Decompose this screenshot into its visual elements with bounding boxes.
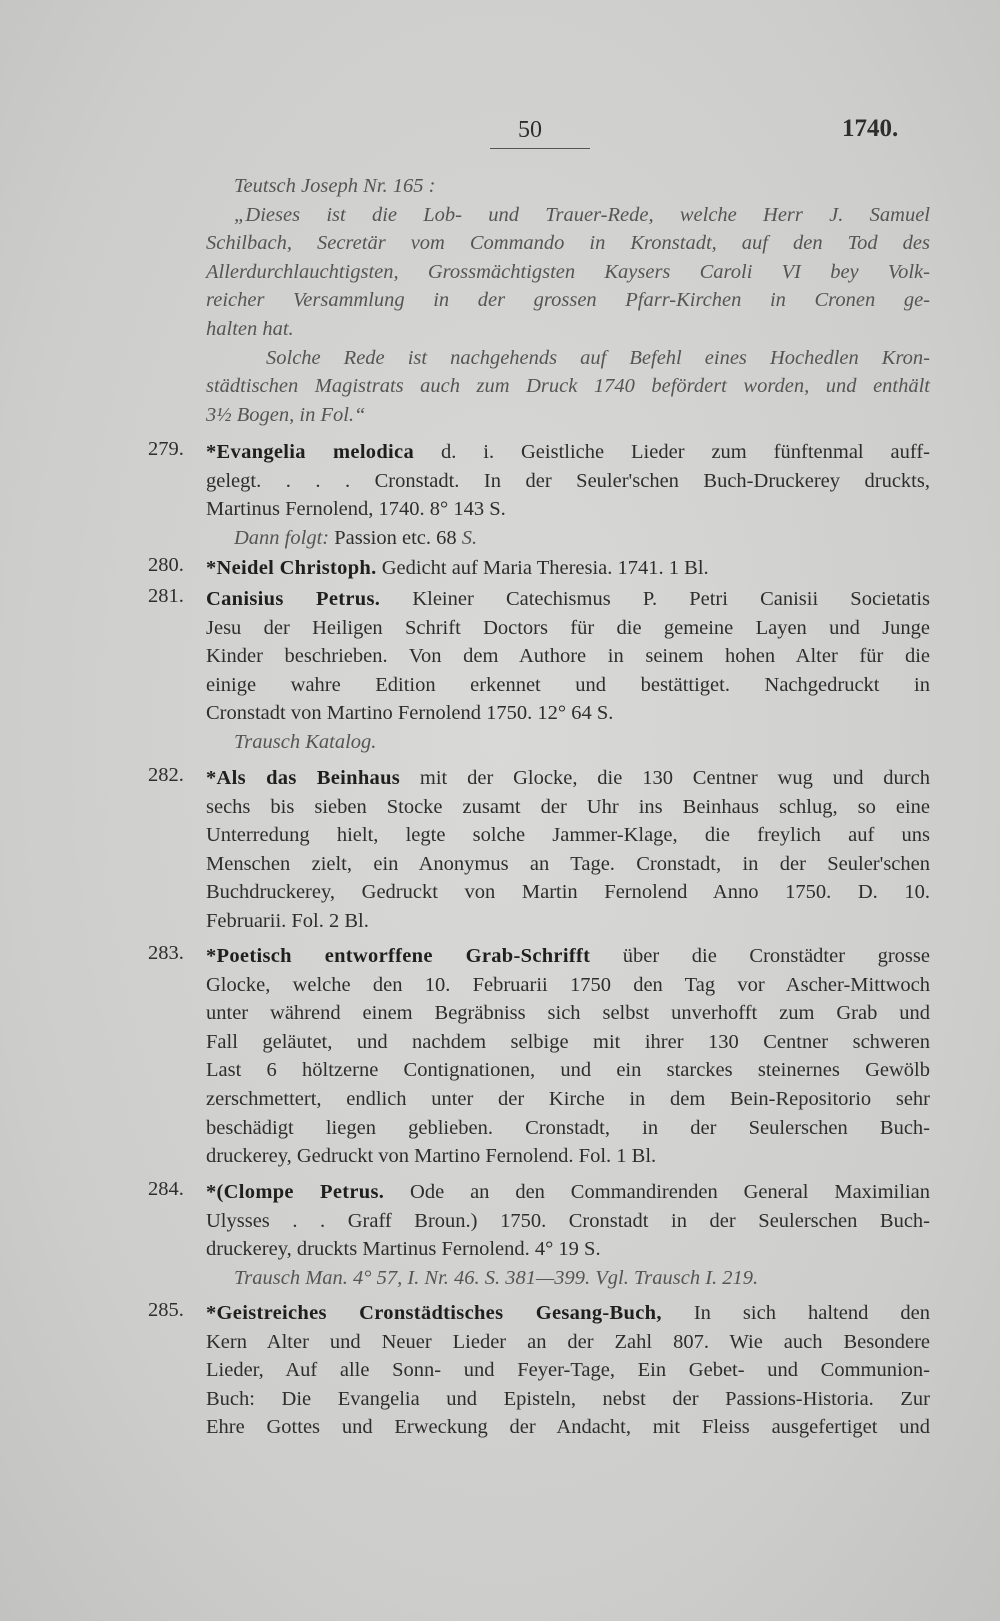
entry-note: Dann folgt: [234,526,330,549]
entry-line: Martinus Fernolend, 1740. 8° 143 S. [206,498,506,521]
intro-line: Solche Rede ist nachgehends auf Befehl eines Hochedlen Kron- [266,346,930,369]
entry-line: Jesu der Heiligen Schrift Doctors für die gemeine Layen und Junge [206,616,930,639]
entry-title: Canisius Petrus. [206,588,381,610]
intro-line: Teutsch Joseph Nr. 165 : [234,175,436,197]
entry-note: Trausch Katalog. [234,730,377,753]
entry-282 [206,764,930,936]
intro-line: Schilbach, Secretär vom Commando in Kronstadt, auf den Tod des [206,232,930,255]
entry-line: gelegt. . . . Cronstadt. In der Seuler'schen Buch-Druckerey druckts, [206,469,930,492]
entry-line: mit der Glocke, die 130 Centner wug und durch [400,767,930,789]
entry-line: sechs bis sieben Stocke zusamt der Uhr ins Beinhaus schlug, so eine [206,795,930,818]
entry-line: Buch: Die Evangelia und Episteln, nebst der Passions-Historia. Zur [206,1387,930,1410]
intro-line: 3½ Bogen, in Fol.“ [206,403,366,426]
entry-note: S. [461,526,478,549]
entry-title: *Als das Beinhaus [206,767,401,789]
entry-280 [206,554,930,583]
entry-title: *Neidel Christoph. [206,557,377,579]
entry-281 [206,585,930,757]
entry-note-text: Passion etc. 68 [329,526,462,549]
intro-line: städtischen Magistrats auch zum Druck 1740 befördert worden, und enthält [206,375,930,398]
entry-line: Kern Alter und Neuer Lieder an der Zahl 807. Wie auch Besondere [206,1330,930,1353]
entry-note: Trausch Man. 4° 57, I. Nr. 46. S. 381—399. Vgl. Trausch I. 219. [234,1266,759,1289]
intro-line: Allerdurchlauchtigsten, Grossmächtigsten Kaysers Caroli VI bey Volk- [206,260,930,283]
entry-line: Fall geläutet, und nachdem selbige mit ihrer 130 Centner schweren [206,1030,930,1053]
entry-line: beschädigt liegen geblieben. Cronstadt, in der Seulerschen Buch- [206,1116,930,1139]
entry-number: 279. [148,438,184,460]
intro-line: reicher Versammlung in der grossen Pfarr-Kirchen in Cronen ge- [206,289,930,312]
entry-line: Cronstadt von Martino Fernolend 1750. 12° 64 S. [206,702,614,725]
entry-line: unter während einem Begräbniss sich selbst unverhofft zum Grab und [206,1002,930,1025]
header-rule [490,148,590,149]
intro-quotation [206,172,930,429]
entry-title: *Geistreiches Cronstädtisches Gesang-Buch, [206,1302,662,1324]
entry-283 [206,942,930,1171]
entry-title: *Poetisch entworffene Grab-Schrifft [206,945,591,967]
entry-number: 280. [148,554,184,576]
entry-number: 285. [148,1299,184,1321]
entry-number: 281. [148,585,184,607]
entry-line: Lieder, Auf alle Sonn- und Feyer-Tage, Ein Gebet- und Communion- [206,1359,930,1382]
entry-line: einige wahre Edition erkennet und bestättiget. Nachgedruckt in [206,673,930,696]
entry-284 [206,1178,930,1292]
entry-title: *(Clompe Petrus. [206,1181,385,1203]
entry-number: 282. [148,764,184,786]
entry-line: Menschen zielt, ein Anonymus an Tage. Cronstadt, in der Seuler'schen [206,852,930,875]
entry-line: druckerey, Gedruckt von Martino Fernolend. Fol. 1 Bl. [206,1145,657,1168]
intro-line: halten hat. [206,317,294,340]
page-number: 50 [518,117,542,143]
entry-line: Februarii. Fol. 2 Bl. [206,909,369,932]
page-header [0,112,1000,152]
entry-line: Unterredung hielt, legte solche Jammer-Klage, die freylich auf uns [206,824,930,847]
entry-line: Gedicht auf Maria Theresia. 1741. 1 Bl. [376,557,709,579]
entry-line: d. i. Geistliche Lieder zum fünftenmal auff- [440,441,930,463]
entry-line: Last 6 höltzerne Contignationen, und ein starckes steinernes Gewölb [206,1059,930,1082]
entry-title: *Evangelia melodica [206,441,415,463]
entry-number: 284. [148,1178,184,1200]
entry-line: zerschmettert, endlich unter der Kirche in dem Bein-Repositorio sehr [206,1087,930,1110]
entry-line: Ehre Gottes und Erweckung der Andacht, mit Fleiss ausgefertiget und [206,1416,930,1439]
entry-line: In sich haltend den [661,1302,930,1324]
entry-line: Ulysses . . Graff Broun.) 1750. Cronstadt in der Seulerschen Buch- [206,1209,930,1232]
entry-number: 283. [148,942,184,964]
intro-line: „Dieses ist die Lob- und Trauer-Rede, welche Herr J. Samuel [234,203,930,226]
entry-line: Glocke, welche den 10. Februarii 1750 den Tag vor Ascher-Mittwoch [206,973,930,996]
entry-line: über die Cronstädter grosse [590,945,930,967]
entry-line: Kleiner Catechismus P. Petri Canisii Societatis [380,588,931,610]
header-year: 1740. [842,115,899,142]
entry-line: Kinder beschrieben. Von dem Authore in seinem hohen Alter für die [206,645,930,668]
entry-279 [206,438,930,552]
entry-line: Buchdruckerey, Gedruckt von Martin Fernolend Anno 1750. D. 10. [206,881,930,904]
entry-285 [206,1299,930,1442]
entry-line: Ode an den Commandirenden General Maximilian [384,1181,930,1203]
entry-line: druckerey, druckts Martinus Fernolend. 4° 19 S. [206,1238,601,1261]
